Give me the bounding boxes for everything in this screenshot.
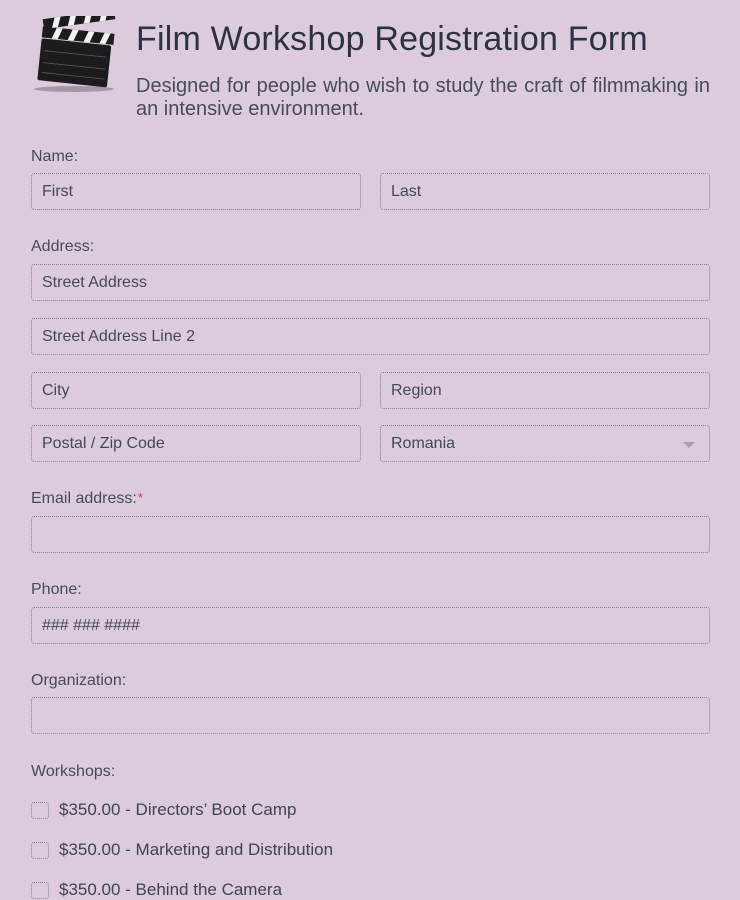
phone-input[interactable] <box>31 607 710 644</box>
city-input[interactable] <box>31 372 361 409</box>
checkbox[interactable] <box>31 802 49 819</box>
postal-code-input[interactable] <box>31 425 361 462</box>
workshop-option-behind-the-camera[interactable] <box>31 880 282 900</box>
email-label-text: Email address: <box>31 490 137 507</box>
street-address-input[interactable] <box>31 264 710 301</box>
email-input[interactable] <box>31 516 710 553</box>
checkbox[interactable] <box>31 842 49 859</box>
workshop-option-label: $350.00 - Directors’ Boot Camp <box>59 800 297 819</box>
workshop-option-label: $350.00 - Behind the Camera <box>59 880 283 899</box>
form-header <box>0 0 740 130</box>
country-selected-value: Romania <box>391 435 456 452</box>
name-label: Name: <box>31 148 79 165</box>
first-name-input[interactable] <box>31 173 361 210</box>
chevron-down-icon <box>683 442 695 448</box>
checkbox[interactable] <box>31 882 49 899</box>
required-marker: * <box>137 490 143 505</box>
country-select[interactable] <box>380 425 710 462</box>
organization-input[interactable] <box>31 697 710 734</box>
workshop-option-directors-boot-camp[interactable] <box>31 800 296 820</box>
workshop-option-marketing-distribution[interactable] <box>31 840 333 860</box>
workshop-option-label: $350.00 - Marketing and Distribution <box>59 840 334 859</box>
page-subtitle: Designed for people who wish to study the craft of filmmaking in an intensive environment. <box>136 75 710 120</box>
region-input[interactable] <box>380 372 710 409</box>
clapperboard-icon <box>32 16 120 96</box>
email-label <box>31 490 143 508</box>
page-title: Film Workshop Registration Form <box>136 20 648 58</box>
phone-label: Phone: <box>31 581 82 598</box>
street-address-line2-input[interactable] <box>31 318 710 355</box>
address-label: Address: <box>31 238 95 255</box>
workshops-label: Workshops: <box>31 763 116 780</box>
last-name-input[interactable] <box>380 173 710 210</box>
organization-label: Organization: <box>31 672 127 689</box>
